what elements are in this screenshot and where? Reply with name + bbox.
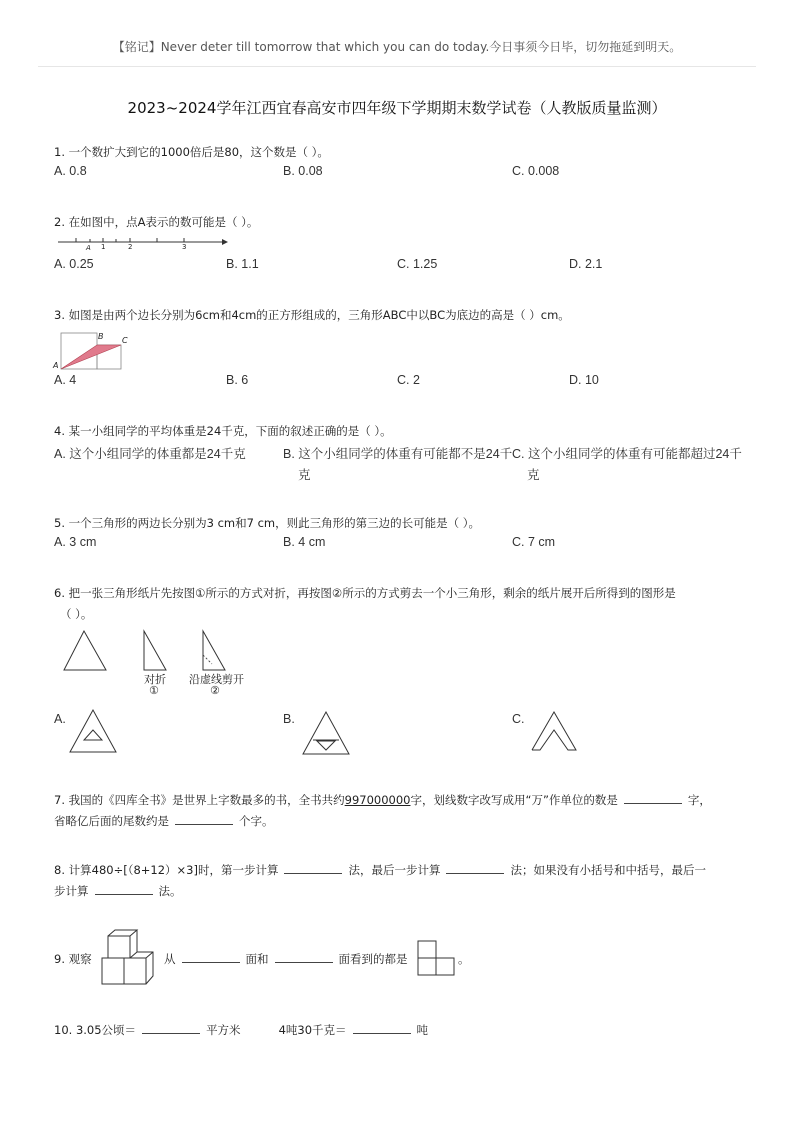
q9-text-post: 面看到的都是 xyxy=(338,952,408,966)
q6-option-b[interactable]: B. xyxy=(283,712,295,726)
q1-option-b[interactable]: B. 0.08 xyxy=(283,164,323,178)
q4-option-c[interactable]: C. 这个小组同学的体重有可能都超过24千 xyxy=(512,447,742,461)
q7-underlined-number: 997000000 xyxy=(344,793,411,807)
q6-option-a[interactable]: A. xyxy=(54,712,66,726)
question-6-cont: （ ）。 xyxy=(60,607,93,621)
question-7 xyxy=(54,792,711,808)
question-2: 2. 在如图中，点A表示的数可能是（ ）。 xyxy=(54,215,259,229)
question-9-pre: 9. 观察 xyxy=(54,952,92,966)
q7-blank-1[interactable] xyxy=(624,803,682,804)
q9-text-and: 面和 xyxy=(245,952,269,966)
q9-blank-1[interactable] xyxy=(182,962,240,963)
q6-option-c[interactable]: C. xyxy=(512,712,525,726)
header-divider xyxy=(38,66,756,67)
q2-number-line xyxy=(56,234,226,256)
q5-option-c[interactable]: C. 7 cm xyxy=(512,535,556,549)
q7-blank-2[interactable] xyxy=(175,824,233,825)
q6-option-b-figure[interactable] xyxy=(301,710,351,756)
q2-tick-label-1: 1 xyxy=(101,243,106,251)
q6-cut-number: ② xyxy=(210,684,220,697)
page-title: 2023~2024学年江西宜春高安市四年级下学期期末数学试卷（人教版质量监测） xyxy=(127,99,667,117)
question-4: 4. 某一小组同学的平均体重是24千克，下面的叙述正确的是（ ）。 xyxy=(54,424,392,438)
q7-line2-pre: 省略亿后面的尾数约是 xyxy=(54,814,169,828)
q9-cube-stack-figure xyxy=(100,928,162,988)
q8-text-pre: 8. 计算480÷[（8+12）×3]时，第一步计算 xyxy=(54,863,279,877)
question-9-end: 。 xyxy=(458,952,470,966)
q6-fold-number: ① xyxy=(149,684,159,697)
q7-text-pre: 7. 我国的《四库全书》是世界上字数最多的书，全书共约 xyxy=(54,793,345,807)
question-7-line2 xyxy=(54,813,274,829)
question-6: 6. 把一张三角形纸片先按图①所示的方式对折，再按图②所示的方式剪去一个小三角形，剩余的纸片展开后所得到的图形是 xyxy=(54,586,676,600)
q9-view-figure xyxy=(417,940,457,976)
question-8 xyxy=(54,862,706,878)
q5-option-a[interactable]: A. 3 cm xyxy=(54,535,97,549)
q10-text-mid: 4吨30千克＝ xyxy=(278,1023,347,1037)
q3-label-b: B xyxy=(98,332,104,341)
q4-option-b-wrap: 克 xyxy=(298,468,311,482)
q4-option-b[interactable]: B. 这个小组同学的体重有可能都不是24千 xyxy=(283,447,513,461)
q3-option-c[interactable]: C. 2 xyxy=(397,373,420,387)
question-9-rest xyxy=(164,951,408,967)
q2-option-c[interactable]: C. 1.25 xyxy=(397,257,438,271)
q3-label-a: A xyxy=(53,361,59,370)
q2-option-a[interactable]: A. 0.25 xyxy=(54,257,94,271)
q7-text-post: 字， xyxy=(687,793,711,807)
page-motto: 【铭记】Never deter till tomorrow that which you can do today.今日事须今日毕，切勿拖延到明天。 xyxy=(112,40,682,54)
q8-line2-pre: 步计算 xyxy=(54,884,89,898)
question-5: 5. 一个三角形的两边长分别为3 cm和7 cm，则此三角形的第三边的长可能是（ ）。 xyxy=(54,516,481,530)
question-3: 3. 如图是由两个边长分别为6cm和4cm的正方形组成的，三角形ABC中以BC为底边的高是（ ）cm。 xyxy=(54,308,570,322)
q9-text-from: 从 xyxy=(164,952,176,966)
question-8-line2 xyxy=(54,883,182,899)
q10-text-pre: 10. 3.05公顷＝ xyxy=(54,1023,137,1037)
q3-option-b[interactable]: B. 6 xyxy=(226,373,249,387)
q10-unit-2: 吨 xyxy=(416,1023,429,1037)
q6-cut-label: 沿虚线剪开 xyxy=(189,673,244,686)
q2-tick-label-2: 2 xyxy=(128,243,133,251)
q9-blank-2[interactable] xyxy=(275,962,333,963)
q3-option-a[interactable]: A. 4 xyxy=(54,373,77,387)
q3-option-d[interactable]: D. 10 xyxy=(569,373,599,387)
q1-option-c[interactable]: C. 0.008 xyxy=(512,164,560,178)
q1-option-a[interactable]: A. 0.8 xyxy=(54,164,87,178)
q6-option-a-figure[interactable] xyxy=(68,708,118,754)
q5-option-b[interactable]: B. 4 cm xyxy=(283,535,326,549)
q3-label-c: C xyxy=(122,336,128,345)
q8-blank-1[interactable] xyxy=(284,873,342,874)
q4-option-c-wrap: 克 xyxy=(527,468,540,482)
q10-blank-1[interactable] xyxy=(142,1033,200,1034)
q10-unit-1: 平方米 xyxy=(206,1023,241,1037)
q6-option-c-figure[interactable] xyxy=(530,708,580,754)
q8-blank-3[interactable] xyxy=(95,894,153,895)
q6-fold-label: 对折 xyxy=(144,673,166,686)
question-1: 1. 一个数扩大到它的1000倍后是80，这个数是（ ）。 xyxy=(54,145,329,159)
q7-line2-post: 个字。 xyxy=(239,814,274,828)
q8-blank-2[interactable] xyxy=(446,873,504,874)
q6-fold-figures xyxy=(60,628,240,674)
q8-line2-post: 法。 xyxy=(158,884,182,898)
q8-text-post: 法；如果没有小括号和中括号，最后一 xyxy=(510,863,706,877)
q7-text-mid: 字，划线数字改写成用“万”作单位的数是 xyxy=(410,793,618,807)
q2-tick-label-3: 3 xyxy=(182,243,187,251)
q4-option-a[interactable]: A. 这个小组同学的体重都是24千克 xyxy=(54,447,246,461)
question-10 xyxy=(54,1022,428,1038)
q10-blank-2[interactable] xyxy=(353,1033,411,1034)
q2-option-d[interactable]: D. 2.1 xyxy=(569,257,603,271)
q2-option-b[interactable]: B. 1.1 xyxy=(226,257,259,271)
q2-point-a-label: A xyxy=(86,244,91,252)
q8-text-mid: 法，最后一步计算 xyxy=(348,863,441,877)
